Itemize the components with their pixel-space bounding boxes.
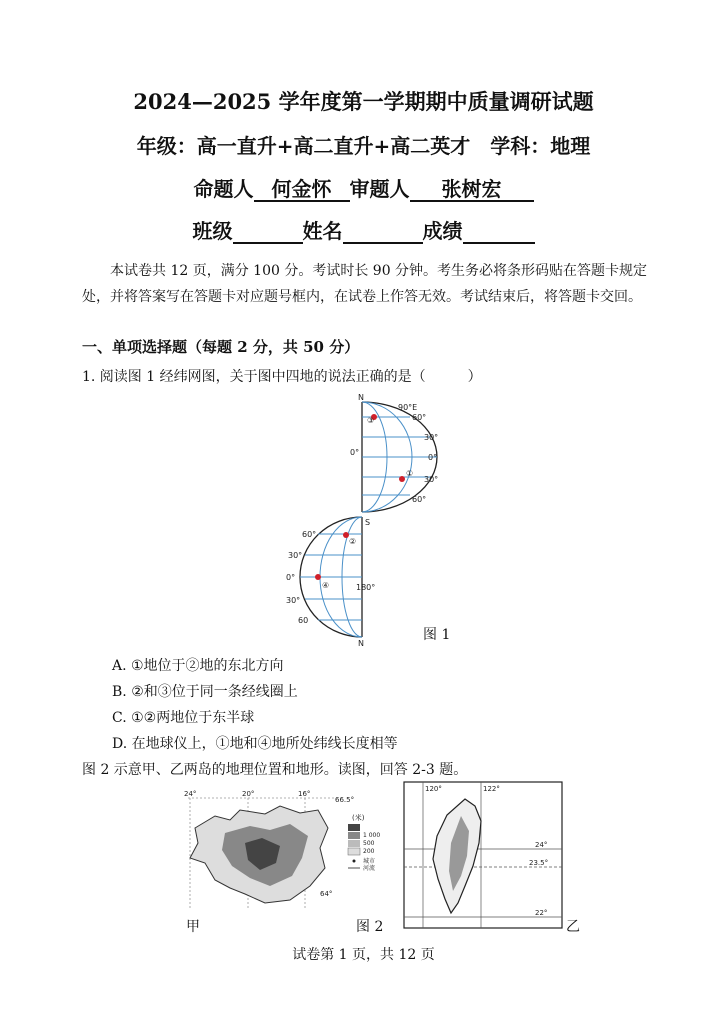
author-name: 何金怀 bbox=[254, 178, 350, 202]
label-lat60d: 60 bbox=[298, 616, 309, 625]
section-heading: 一、单项选择题（每题 2 分，共 50 分） bbox=[82, 338, 360, 356]
score-label: 成绩 bbox=[422, 219, 463, 243]
figure-2-caption: 图 2 bbox=[356, 919, 384, 935]
label-lat30b: 30° bbox=[424, 475, 439, 484]
option-b: B. ②和③位于同一条经线圈上 bbox=[112, 684, 298, 700]
label-p3: ③ bbox=[367, 416, 375, 425]
label-lat0a: 0° bbox=[350, 448, 360, 457]
fig2-right-lat2: 23.5° bbox=[529, 859, 549, 867]
label-p4: ④ bbox=[322, 581, 330, 590]
figure-2-island-jia bbox=[170, 788, 390, 914]
legend-1000: 1 000 bbox=[363, 832, 381, 839]
label-n-top: N bbox=[358, 393, 364, 402]
fig2-left-lon3: 16° bbox=[298, 790, 311, 798]
author-line bbox=[0, 173, 727, 202]
label-yi: 乙 bbox=[566, 919, 580, 935]
reviewer-name: 张树宏 bbox=[410, 178, 534, 202]
label-jia: 甲 bbox=[186, 919, 200, 935]
label-lat60a: 60° bbox=[412, 413, 427, 422]
option-d: D. 在地球仪上，①地和④地所处纬线长度相等 bbox=[112, 736, 398, 752]
label-n-bottom: N bbox=[358, 639, 364, 648]
legend-river: 河流 bbox=[363, 865, 376, 872]
point-1-marker bbox=[399, 476, 405, 482]
student-info-line bbox=[0, 215, 727, 244]
score-blank[interactable] bbox=[463, 220, 535, 244]
label-lat30a: 30° bbox=[424, 433, 439, 442]
label-180: 180° bbox=[356, 583, 376, 592]
name-label: 姓名 bbox=[302, 219, 343, 243]
fig2-legend bbox=[348, 824, 380, 872]
question-1-stem: 1. 阅读图 1 经纬网图，关于图中四地的说法正确的是（ ） bbox=[82, 369, 482, 385]
label-lat60b: 60° bbox=[412, 495, 427, 504]
page-footer: 试卷第 1 页，共 12 页 bbox=[292, 947, 435, 963]
fig2-right-lon1: 120° bbox=[425, 785, 442, 793]
fig2-left-lat2: 64° bbox=[320, 890, 333, 898]
class-blank[interactable] bbox=[233, 220, 303, 244]
figure-2-island-yi bbox=[403, 781, 563, 929]
legend-title: (米) bbox=[352, 814, 365, 822]
figure-1-graticule bbox=[270, 392, 470, 652]
fig2-right-lat3: 22° bbox=[535, 909, 548, 917]
class-label: 班级 bbox=[192, 219, 233, 243]
legend-500: 500 bbox=[363, 840, 375, 847]
author-label: 命题人 bbox=[193, 177, 254, 201]
question-2-intro: 图 2 示意甲、乙两岛的地理位置和地形。读图，回答 2-3 题。 bbox=[82, 762, 468, 778]
fig2-right-lon2: 122° bbox=[483, 785, 500, 793]
fig2-left-lon1: 24° bbox=[184, 790, 197, 798]
legend-200: 200 bbox=[363, 848, 375, 855]
legend-city: 城市 bbox=[363, 858, 376, 865]
point-4-marker bbox=[315, 574, 321, 580]
label-lat30c: 30° bbox=[288, 551, 303, 560]
fig2-right-lat1: 24° bbox=[535, 841, 548, 849]
exam-instructions: 本试卷共 12 页，满分 100 分。考试时长 90 分钟。考生务必将条形码贴在答题卡规定处，并将答案写在答题卡对应题号框内，在试卷上作答无效。考试结束后，将答题卡交回。 bbox=[82, 263, 648, 305]
label-90e: 90°E bbox=[398, 403, 418, 412]
label-lat0c: 0° bbox=[286, 573, 296, 582]
reviewer-label: 审题人 bbox=[349, 177, 410, 201]
label-lat0b: 0° bbox=[428, 453, 438, 462]
label-p1: ① bbox=[406, 469, 414, 478]
grade-subject-line: 年级：高一直升+高二直升+高二英才 学科：地理 bbox=[136, 134, 591, 158]
option-c: C. ①②两地位于东半球 bbox=[112, 710, 255, 726]
fig2-left-lon2: 20° bbox=[242, 790, 255, 798]
fig2-left-lat1: 66.5° bbox=[335, 796, 355, 804]
name-blank[interactable] bbox=[343, 220, 423, 244]
label-lat30d: 30° bbox=[286, 596, 301, 605]
figure-1-caption: 图 1 bbox=[423, 627, 451, 643]
label-p2: ② bbox=[349, 537, 357, 546]
label-lat60c: 60° bbox=[302, 530, 317, 539]
label-s: S bbox=[365, 518, 371, 527]
option-a: A. ①地位于②地的东北方向 bbox=[112, 658, 284, 674]
exam-title: 2024—2025 学年度第一学期期中质量调研试题 bbox=[133, 89, 594, 114]
